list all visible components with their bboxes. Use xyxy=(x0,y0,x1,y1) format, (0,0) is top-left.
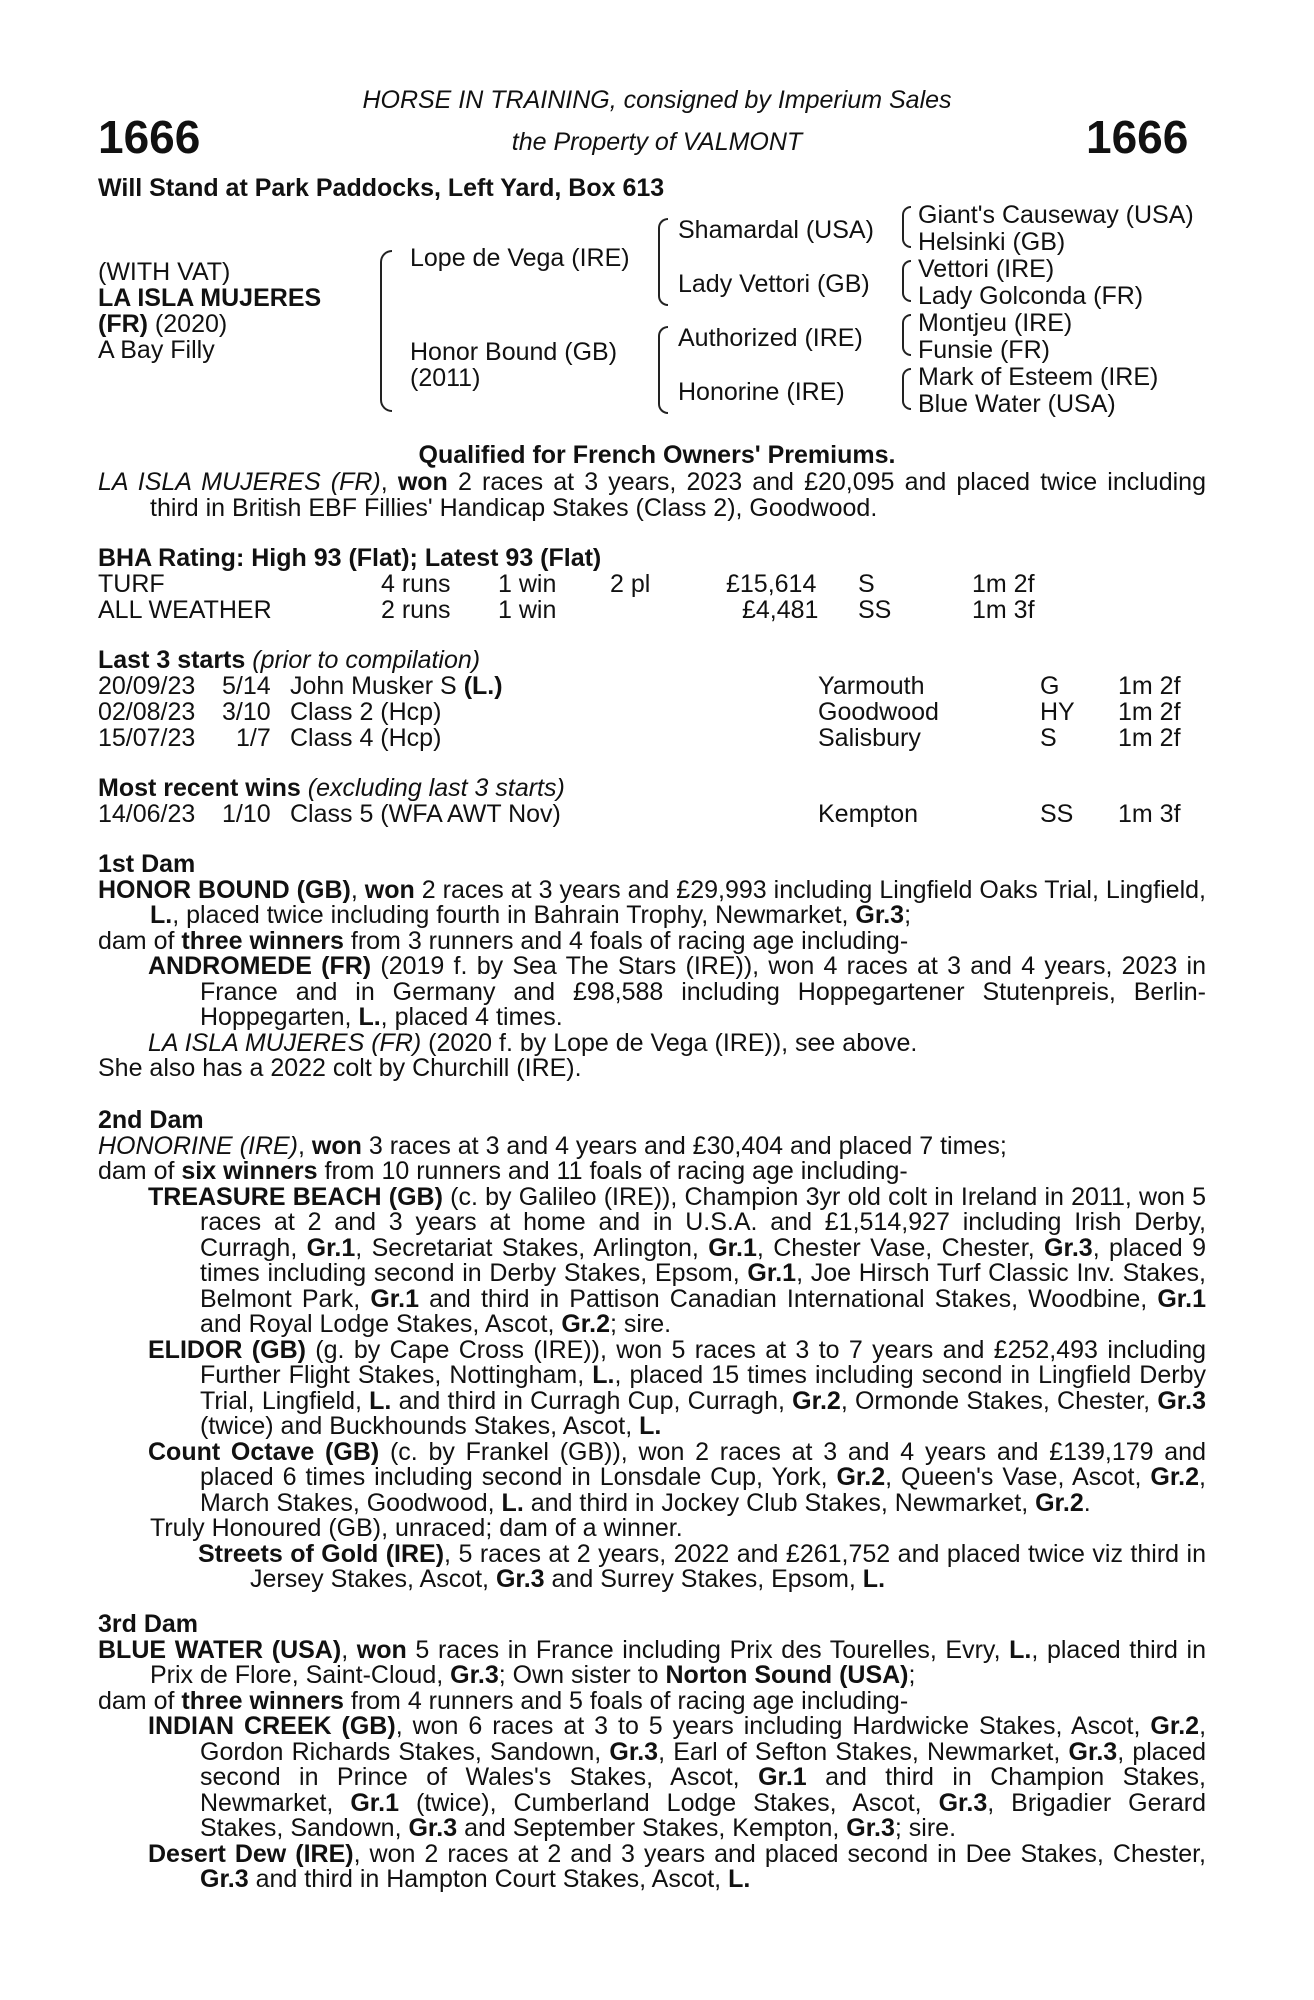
elidor-entry: ELIDOR (GB) (g. by Cape Cross (IRE)), won 5 races at 3 to 7 years and £252,493 including Further Flight Stakes, Nottingham, L., placed 15 times including second in Lingfield Derby Trial, Lingfield, L. and third in Curragh Cup, Curragh, Gr.2, Ormonde Stakes, Chester, Gr.3 (twice) and Buckhounds Stakes, Ascot, L. xyxy=(148,1335,1207,1440)
treasure-beach-entry: TREASURE BEACH (GB) (c. by Galileo (IRE)), Champion 3yr old colt in Ireland in 2011, won 5 races at 2 and 3 years at home and in U.S.A. and £1,514,927 including Irish Derby, Curragh, Gr.1, Secretariat Stakes, Arlington, Gr.1, Chester Vase, Chester, Gr.3, placed 9 times including second in Derby Stakes, Epsom, Gr.1, Joe Hirsch Turf Classic Inv. Stakes, Belmont Park, Gr.1 and third in Pattison Canadian International Stakes, Woodbine, Gr.1 and Royal Lodge Stakes, Ascot, Gr.2; sire. xyxy=(148,1182,1207,1338)
pedigree-brace-2b xyxy=(658,326,668,414)
first-dam-also: She also has a 2022 colt by Churchill (IRE). xyxy=(98,1054,582,1082)
count-octave-entry: Count Octave (GB) (c. by Frankel (GB)), won 2 races at 3 and 4 years and £139,179 and placed 6 times including second in Lonsdale Cup, York, Gr.2, Queen's Vase, Ascot, Gr.2, March Stakes, Goodwood, L. and third in Jockey Club Stakes, Newmarket, Gr.2. xyxy=(148,1437,1206,1517)
streets-of-gold-entry: Streets of Gold (IRE), 5 races at 2 years, 2022 and £261,752 and placed twice viz third in Jersey Stakes, Ascot, Gr.3 and Surrey Stakes, Epsom, L. xyxy=(198,1539,1206,1593)
pedigree-brace-3d xyxy=(902,368,911,410)
gg-8: Blue Water (USA) xyxy=(918,390,1116,418)
recent-wins-title: Most recent wins (excluding last 3 starts) xyxy=(98,774,565,802)
pedigree-brace-2a xyxy=(658,218,668,306)
pedigree-brace-1 xyxy=(380,250,392,412)
second-dam-produce: dam of six winners from 10 runners and 11 foals of racing age including- xyxy=(98,1157,908,1185)
dam: Honor Bound (GB) xyxy=(410,338,618,366)
horse-country-year: (FR) (2020) xyxy=(98,310,228,338)
premiums-note: Qualified for French Owners' Premiums. xyxy=(418,441,896,469)
bha-rating: BHA Rating: High 93 (Flat); Latest 93 (Flat) xyxy=(98,544,602,572)
desert-dew-entry: Desert Dew (IRE), won 2 races at 2 and 3 years and placed second in Dee Stakes, Chester, Gr.3 and third in Hampton Court Stakes, Ascot, L. xyxy=(148,1839,1206,1893)
first-dam-record: HONOR BOUND (GB), won 2 races at 3 years and £29,993 including Lingfield Oaks Trial, Lingfield, L., placed twice including fourth in Bahrain Trophy, Newmarket, Gr.3; xyxy=(98,875,1206,929)
truly-honoured-entry: Truly Honoured (GB), unraced; dam of a winner. xyxy=(150,1514,683,1542)
horse-description: A Bay Filly xyxy=(98,336,215,364)
sire-dam: Lady Vettori (GB) xyxy=(678,270,870,298)
dam-year: (2011) xyxy=(410,364,481,392)
third-dam-title: 3rd Dam xyxy=(98,1610,199,1638)
second-dam-section xyxy=(98,1108,1206,1593)
pedigree-brace-3a xyxy=(902,206,911,248)
gg-2: Helsinki (GB) xyxy=(918,228,1066,256)
pedigree-brace-3b xyxy=(902,260,911,302)
third-dam-produce: dam of three winners from 4 runners and 5 foals of racing age including- xyxy=(98,1686,909,1715)
gg-3: Vettori (IRE) xyxy=(918,255,1055,283)
first-dam-produce: dam of three winners from 3 runners and 4 foals of racing age including- xyxy=(98,926,909,955)
gg-6: Funsie (FR) xyxy=(918,336,1050,364)
gg-1: Giant's Causeway (USA) xyxy=(918,201,1194,229)
second-dam-record: HONORINE (IRE), won 3 races at 3 and 4 years and £30,404 and placed 7 times; xyxy=(98,1131,1007,1160)
stand-location: Will Stand at Park Paddocks, Left Yard, Box 613 xyxy=(98,174,665,202)
lot-number-right: 1666 xyxy=(1086,111,1189,163)
third-dam-section xyxy=(98,1612,1206,1893)
dam-sire: Authorized (IRE) xyxy=(678,324,863,352)
indian-creek-entry: INDIAN CREEK (GB), won 6 races at 3 to 5 years including Hardwicke Stakes, Ascot, Gr.2, Gordon Richards Stakes, Sandown, Gr.3, Earl of Sefton Stakes, Newmarket, Gr.3, placed second in Prince of Wales's Stakes, Ascot, Gr.1 and third in Champion Stakes, Newmarket, Gr.1 (twice), Cumberland Lodge Stakes, Ascot, Gr.3, Brigadier Gerard Stakes, Sandown, Gr.3 and September Stakes, Kempton, Gr.3; sire. xyxy=(148,1712,1207,1842)
pedigree-brace-3c xyxy=(902,314,911,356)
sire-sire: Shamardal (USA) xyxy=(678,216,874,244)
sire: Lope de Vega (IRE) xyxy=(410,244,630,272)
la-isla-entry: LA ISLA MUJERES (FR) (2020 f. by Lope de Vega (IRE)), see above. xyxy=(148,1028,918,1057)
race-summary: LA ISLA MUJERES (FR), won 2 races at 3 years, 2023 and £20,095 and placed twice including third in British EBF Fillies' Handicap Stakes (Class 2), Goodwood. xyxy=(98,468,1206,522)
vat-note: (WITH VAT) xyxy=(98,258,231,286)
andromede-entry: ANDROMEDE (FR) (2019 f. by Sea The Stars (IRE)), won 4 races at 3 and 4 years, 2023 in France and in Germany and £98,588 including Hoppegartener Stutenpreis, Berlin-Hoppegarten, L., placed 4 times. xyxy=(148,952,1206,1031)
lot-number-left: 1666 xyxy=(98,111,201,163)
gg-5: Montjeu (IRE) xyxy=(918,309,1073,337)
property-line: the Property of VALMONT xyxy=(511,128,803,156)
first-dam-title: 1st Dam xyxy=(98,850,196,878)
first-dam-section xyxy=(98,852,1206,1082)
consignor-line: HORSE IN TRAINING, consigned by Imperium Sales xyxy=(362,86,952,114)
second-dam-title: 2nd Dam xyxy=(98,1106,204,1134)
gg-7: Mark of Esteem (IRE) xyxy=(918,363,1159,391)
third-dam-record: BLUE WATER (USA), won 5 races in France including Prix des Tourelles, Evry, L., placed third in Prix de Flore, Saint-Cloud, Gr.3; Own sister to Norton Sound (USA); xyxy=(98,1635,1206,1689)
gg-4: Lady Golconda (FR) xyxy=(918,282,1144,310)
last-starts-title: Last 3 starts (prior to compilation) xyxy=(98,646,481,674)
dam-dam: Honorine (IRE) xyxy=(678,378,845,406)
horse-name: LA ISLA MUJERES xyxy=(98,284,322,312)
